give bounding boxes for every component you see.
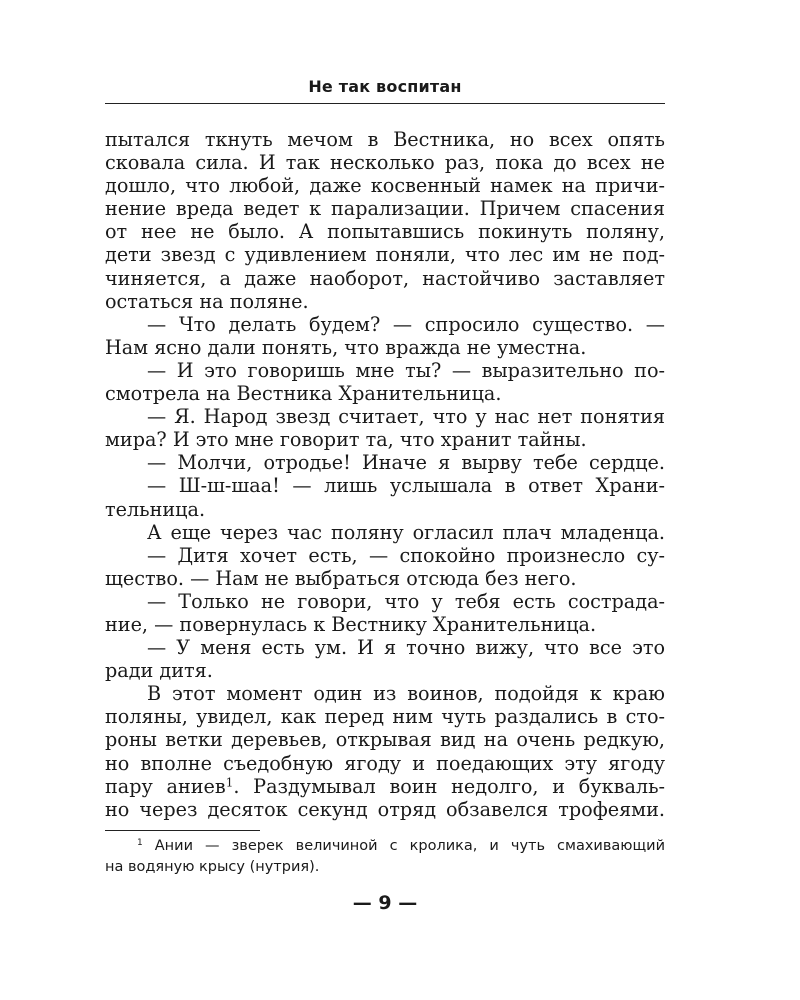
text-line: нение вреда ведет к парализации. Причем спасения bbox=[105, 197, 665, 221]
text-line: — Молчи, отродье! Иначе я вырву тебе сердце. bbox=[147, 451, 665, 475]
text-line: — У меня есть ум. И я точно вижу, что все это bbox=[147, 636, 665, 660]
text-line: — Что делать будем? — спросило существо. — bbox=[147, 312, 665, 336]
text-line: но через десяток секунд отряд обзавелся трофеями. bbox=[105, 797, 665, 821]
page-number: — 9 — bbox=[352, 892, 418, 914]
text-line: дети звезд с удивлением поняли, что лес им не под- bbox=[105, 243, 665, 267]
text-line: чиняется, а даже наоборот, настойчиво заставляет bbox=[105, 266, 665, 290]
text-line: роны ветки деревьев, открывая вид на очень редкую, bbox=[105, 728, 665, 752]
text-line: ради дитя. bbox=[105, 659, 213, 683]
text-line: смотрела на Вестника Хранительница. bbox=[105, 382, 502, 406]
text-line: А еще через час поляну огласил плач младенца. bbox=[147, 520, 665, 544]
footnote-rule bbox=[105, 830, 260, 831]
text-line: поляны, увидел, как перед ним чуть раздались в сто- bbox=[105, 705, 665, 729]
text-line: — Я. Народ звезд считает, что у нас нет понятия bbox=[147, 405, 665, 429]
footnote-marker: 1 bbox=[137, 838, 143, 849]
footnote-line bbox=[105, 836, 665, 857]
footnote-text: Ании — зверек величиной с кролика, и чуть смахивающий bbox=[142, 838, 665, 854]
body-text bbox=[105, 128, 665, 821]
footnote-reference: 1 bbox=[225, 775, 234, 790]
footnote-line: на водяную крысу (нутрия). bbox=[105, 859, 320, 875]
footnote bbox=[105, 836, 665, 878]
text-line: пытался ткнуть мечом в Вестника, но всех опять bbox=[105, 128, 665, 151]
text-line-with-footnote-ref bbox=[105, 775, 665, 798]
running-title: Не так воспитан bbox=[308, 77, 462, 96]
text-line: мира? И это мне говорит та, что хранит тайны. bbox=[105, 428, 587, 452]
text-line: от нее не было. А попытавшись покинуть поляну, bbox=[105, 220, 665, 244]
header-rule bbox=[105, 103, 665, 104]
text-line: но вполне съедобную ягоду и поедающих эту ягоду bbox=[105, 751, 665, 775]
text-line: — Дитя хочет есть, — спокойно произнесло су- bbox=[147, 543, 665, 567]
text-line: — Только не говори, что у тебя есть сострада- bbox=[147, 589, 665, 613]
text-line: щество. — Нам не выбраться отсюда без него. bbox=[105, 566, 577, 590]
text-line: — Ш-ш-шаа! — лишь услышала в ответ Храни- bbox=[147, 474, 665, 498]
text-fragment: пару аниев bbox=[105, 774, 226, 798]
text-line: ние, — повернулась к Вестнику Хранительница. bbox=[105, 612, 597, 636]
text-line: остаться на поляне. bbox=[105, 289, 309, 313]
text-line: — И это говоришь мне ты? — выразительно по- bbox=[147, 358, 665, 382]
text-line: Нам ясно дали понять, что вражда не уместна. bbox=[105, 335, 587, 359]
text-line: сковала сила. И так несколько раз, пока до всех не bbox=[105, 151, 665, 175]
text-fragment: . Раздумывал воин недолго, и букваль- bbox=[233, 774, 665, 798]
text-line: В этот момент один из воинов, подойдя к краю bbox=[147, 682, 665, 706]
text-line: дошло, что любой, даже косвенный намек на причи- bbox=[105, 174, 665, 198]
text-line: тельница. bbox=[105, 497, 206, 521]
